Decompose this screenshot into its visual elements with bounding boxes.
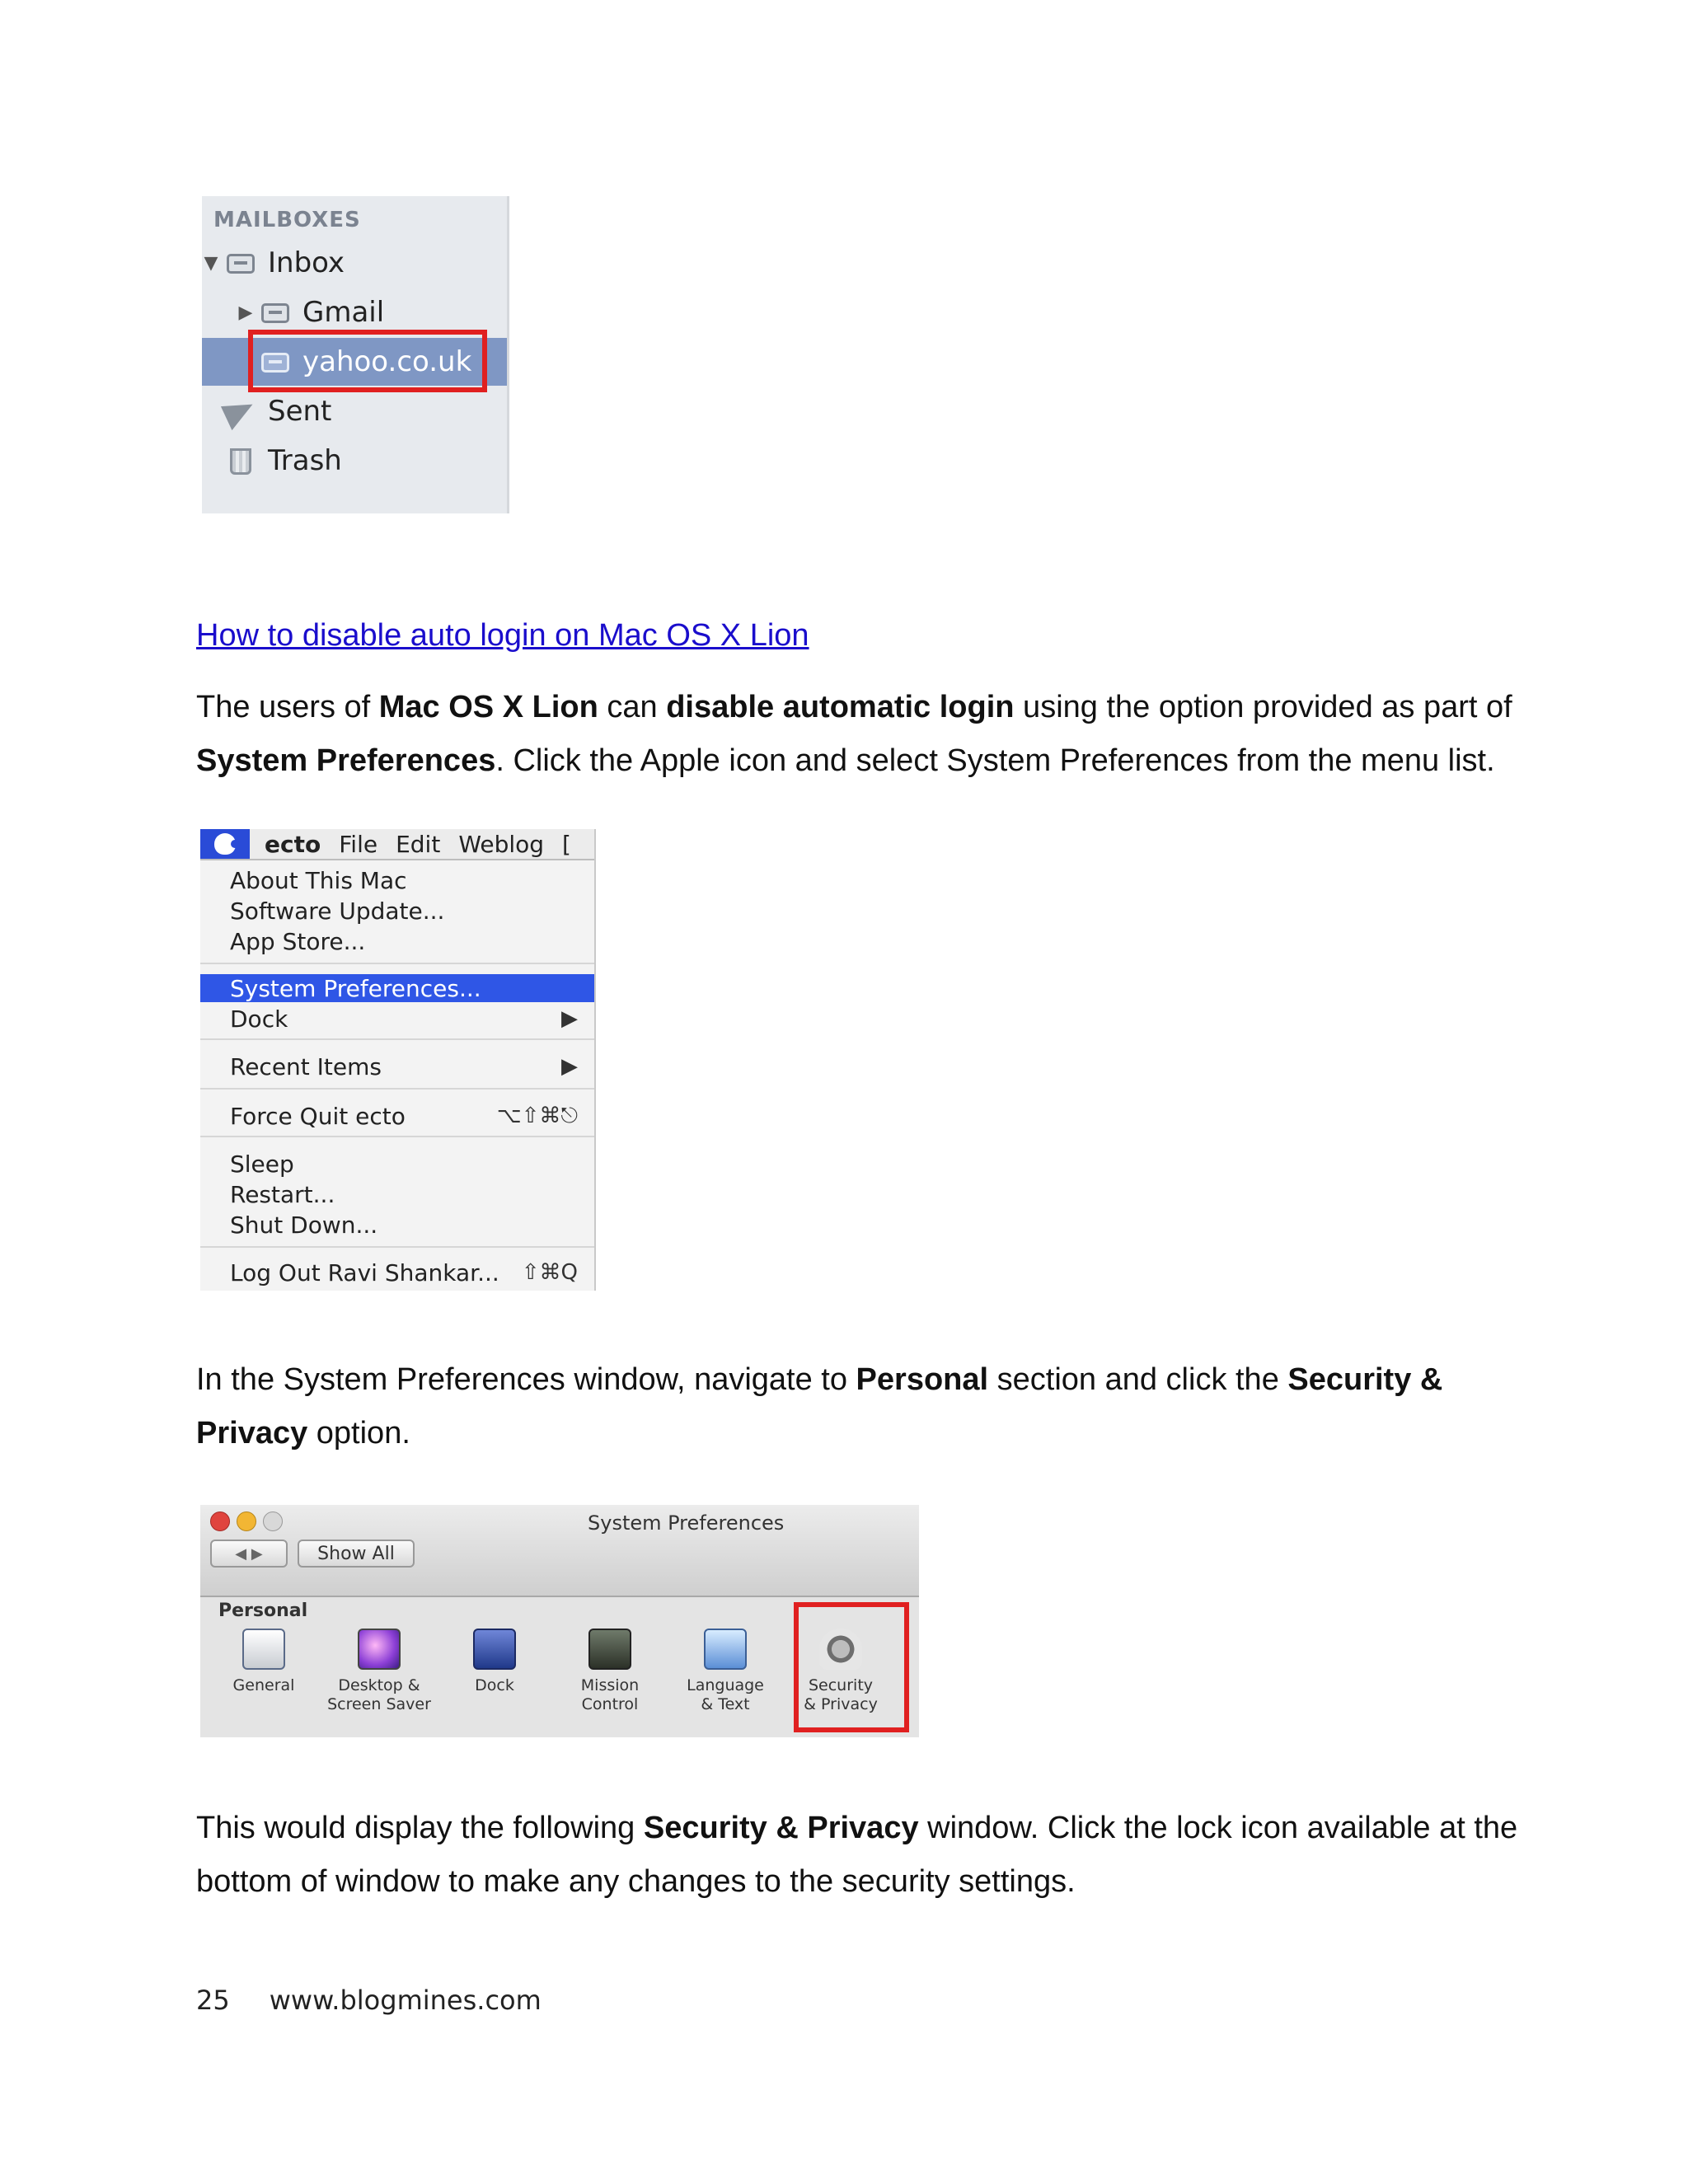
mailboxes-screenshot — [202, 196, 509, 513]
pane-dock[interactable]: Dock — [441, 1629, 548, 1695]
mailboxes-header: MAILBOXES — [213, 208, 361, 232]
menubar-item-file[interactable]: File — [339, 830, 378, 858]
desktop-icon — [358, 1629, 401, 1670]
system-preferences-screenshot — [200, 1505, 919, 1737]
menu-item-dock[interactable]: Dock ▶ — [230, 1005, 578, 1033]
submenu-arrow-icon: ▶ — [561, 1006, 578, 1031]
disclosure-down-icon[interactable]: ▼ — [204, 252, 218, 274]
inbox-tray-icon — [225, 249, 256, 277]
inbox-tray-icon — [260, 298, 291, 326]
paragraph-navigate: In the System Preferences window, navigate to Personal section and click the Security & Privacy option. — [196, 1362, 1443, 1451]
menu-item-system-preferences[interactable]: System Preferences... — [200, 974, 594, 1002]
general-icon — [242, 1629, 285, 1670]
page-number: 25 — [196, 1985, 230, 2016]
menu-separator — [200, 963, 594, 964]
menu-item-restart[interactable]: Restart... — [230, 1180, 335, 1208]
section-personal: Personal — [218, 1601, 308, 1621]
minimize-button[interactable] — [237, 1511, 256, 1531]
back-forward-buttons[interactable]: ◀ ▶ — [210, 1540, 288, 1568]
apple-icon — [214, 833, 236, 855]
article-link[interactable]: How to disable auto login on Mac OS X Lion — [196, 618, 809, 653]
dock-icon — [473, 1629, 516, 1670]
menubar-item-edit[interactable]: Edit — [396, 830, 441, 858]
menu-item-sleep[interactable]: Sleep — [230, 1150, 294, 1178]
shortcut-label: ⌥⇧⌘⎋ — [496, 1103, 578, 1128]
pane-mission-control[interactable]: Mission Control — [556, 1629, 663, 1714]
footer-url: www.blogmines.com — [269, 1985, 542, 2016]
highlight-box — [248, 330, 487, 392]
menu-item-log-out[interactable]: Log Out Ravi Shankar... ⇧⌘Q — [230, 1258, 578, 1286]
page-footer — [196, 1985, 542, 2016]
mailbox-label: Gmail — [302, 296, 385, 329]
menu-item-software-update[interactable]: Software Update... — [230, 897, 445, 925]
mailbox-trash[interactable] — [202, 437, 507, 485]
mailbox-label: Trash — [268, 444, 342, 477]
menu-item-app-store[interactable]: App Store... — [230, 927, 366, 955]
disclosure-right-icon[interactable]: ▶ — [238, 302, 253, 323]
pane-general[interactable]: General — [210, 1629, 317, 1695]
menubar-item-weblog[interactable]: Weblog — [458, 830, 545, 858]
close-button[interactable] — [210, 1511, 230, 1531]
submenu-arrow-icon: ▶ — [561, 1054, 578, 1079]
window-titlebar — [200, 1505, 919, 1597]
window-title: System Preferences — [588, 1511, 785, 1535]
mission-control-icon — [588, 1629, 631, 1670]
show-all-button[interactable]: Show All — [298, 1540, 415, 1568]
menu-item-force-quit[interactable]: Force Quit ecto ⌥⇧⌘⎋ — [230, 1102, 578, 1130]
trash-can-icon — [225, 447, 256, 475]
highlight-box — [794, 1602, 909, 1732]
pane-desktop-screen-saver[interactable]: Desktop & Screen Saver — [326, 1629, 433, 1714]
apple-menu-button[interactable] — [200, 829, 250, 859]
mailbox-label: Inbox — [268, 246, 345, 279]
paragraph-intro: The users of Mac OS X Lion can disable automatic login using the option provided as part of System Preferences. Click the Apple icon and select System Preferences from the menu list. — [196, 690, 1512, 778]
paper-plane-icon — [225, 397, 256, 425]
menu-item-recent-items[interactable]: Recent Items ▶ — [230, 1052, 578, 1080]
mailbox-inbox[interactable] — [202, 239, 507, 287]
menu-separator — [200, 1038, 594, 1040]
menu-bar — [200, 829, 594, 860]
mailbox-sent[interactable] — [202, 387, 507, 435]
menubar-item-ecto[interactable]: ecto — [265, 830, 321, 858]
apple-menu-screenshot — [200, 829, 596, 1291]
shortcut-label: ⇧⌘Q — [521, 1260, 578, 1285]
zoom-button[interactable] — [263, 1511, 283, 1531]
menu-item-shut-down[interactable]: Shut Down... — [230, 1211, 378, 1239]
menu-item-about[interactable]: About This Mac — [230, 866, 407, 894]
mailbox-label: yahoo.co.uk — [302, 345, 472, 378]
mailbox-label: Sent — [268, 395, 332, 428]
pane-language-text[interactable]: Language & Text — [672, 1629, 779, 1714]
paragraph-security-window: This would display the following Security & Privacy window. Click the lock icon available at the bottom of window to make any changes to the security settings. — [196, 1811, 1518, 1899]
menu-separator — [200, 1088, 594, 1090]
menubar-item-cut[interactable]: [ — [562, 830, 571, 858]
pane-security-privacy[interactable]: Security & Privacy — [787, 1629, 894, 1714]
language-flag-icon — [704, 1629, 747, 1670]
menu-separator — [200, 1136, 594, 1137]
menu-separator — [200, 1246, 594, 1248]
